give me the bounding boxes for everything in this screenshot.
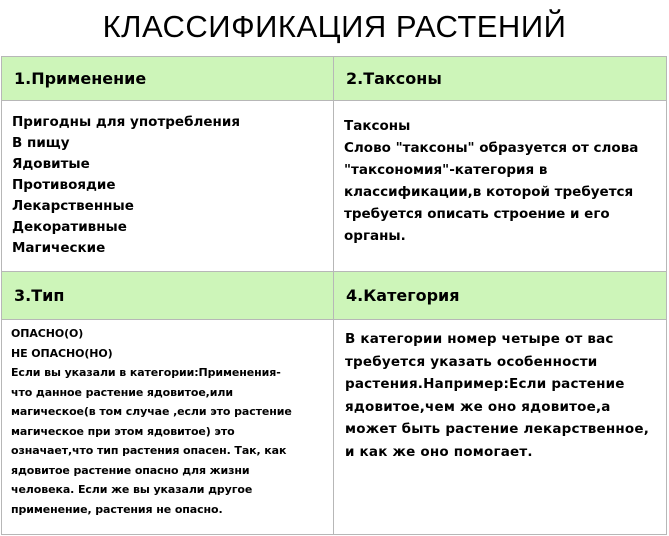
- text-line: применение, растения не опасно.: [11, 502, 223, 516]
- header-application: 1.Применение: [14, 69, 147, 88]
- cell-header-type: [1, 271, 334, 320]
- text-line: магическое при этом ядовитое) это: [11, 424, 235, 438]
- text-line: может быть растение лекарственное,: [345, 421, 650, 437]
- text-line: классификации,в которой требуется: [344, 184, 634, 200]
- text-line: человека. Если же вы указали другое: [11, 483, 253, 496]
- taxa-text: [344, 115, 638, 247]
- text-line: означает,что тип растения опасен. Так, как: [11, 444, 287, 457]
- cell-body-type: [1, 319, 334, 535]
- header-type: 3.Тип: [14, 286, 65, 305]
- cell-header-taxa: [333, 56, 667, 101]
- text-line: требуется указать особенности: [345, 353, 598, 370]
- text-line: ядовитое,чем же оно ядовитое,а: [345, 398, 611, 415]
- text-line: НЕ ОПАСНО(НО): [11, 346, 113, 360]
- text-line: Ядовитые: [12, 156, 90, 172]
- text-line: Противоядие: [12, 177, 116, 193]
- text-line: В пищу: [12, 135, 70, 151]
- cell-body-application: [1, 100, 334, 272]
- cell-body-category: [333, 319, 667, 535]
- cell-header-category: [333, 271, 667, 320]
- text-line: Магические: [12, 240, 106, 256]
- text-line: ОПАСНО(О): [11, 327, 84, 340]
- text-line: органы.: [344, 228, 406, 244]
- text-line: ядовитое растение опасно для жизни: [11, 463, 250, 477]
- text-line: Слово "таксоны" образуется от слова: [344, 140, 639, 156]
- text-line: требуется описать строение и его: [344, 206, 610, 222]
- category-text: [345, 328, 649, 463]
- application-text: [12, 112, 240, 259]
- cell-body-taxa: [333, 100, 667, 272]
- page-title: КЛАССИФИКАЦИЯ РАСТЕНИЙ: [0, 0, 669, 56]
- header-category: 4.Категория: [346, 286, 460, 305]
- text-line: и как же оно помогает.: [345, 443, 533, 460]
- text-line: "таксономия"-категория в: [344, 162, 548, 178]
- cell-header-application: [1, 56, 334, 101]
- classification-table: [1, 56, 667, 535]
- text-line: магическое(в том случае ,если это растение: [11, 405, 292, 418]
- text-line: растения.Например:Если растение: [345, 376, 625, 392]
- text-line: Декоративные: [12, 219, 127, 235]
- text-line: Если вы указали в категории:Применения-: [11, 366, 281, 379]
- text-line: Пригодны для употребления: [12, 114, 241, 130]
- header-taxa: 2.Таксоны: [346, 69, 442, 88]
- type-text: [11, 324, 292, 519]
- text-line: В категории номер четыре от вас: [345, 331, 614, 347]
- text-line: Таксоны: [344, 118, 411, 134]
- text-line: что данное растение ядовитое,или: [11, 385, 233, 399]
- text-line: Лекарственные: [12, 198, 134, 214]
